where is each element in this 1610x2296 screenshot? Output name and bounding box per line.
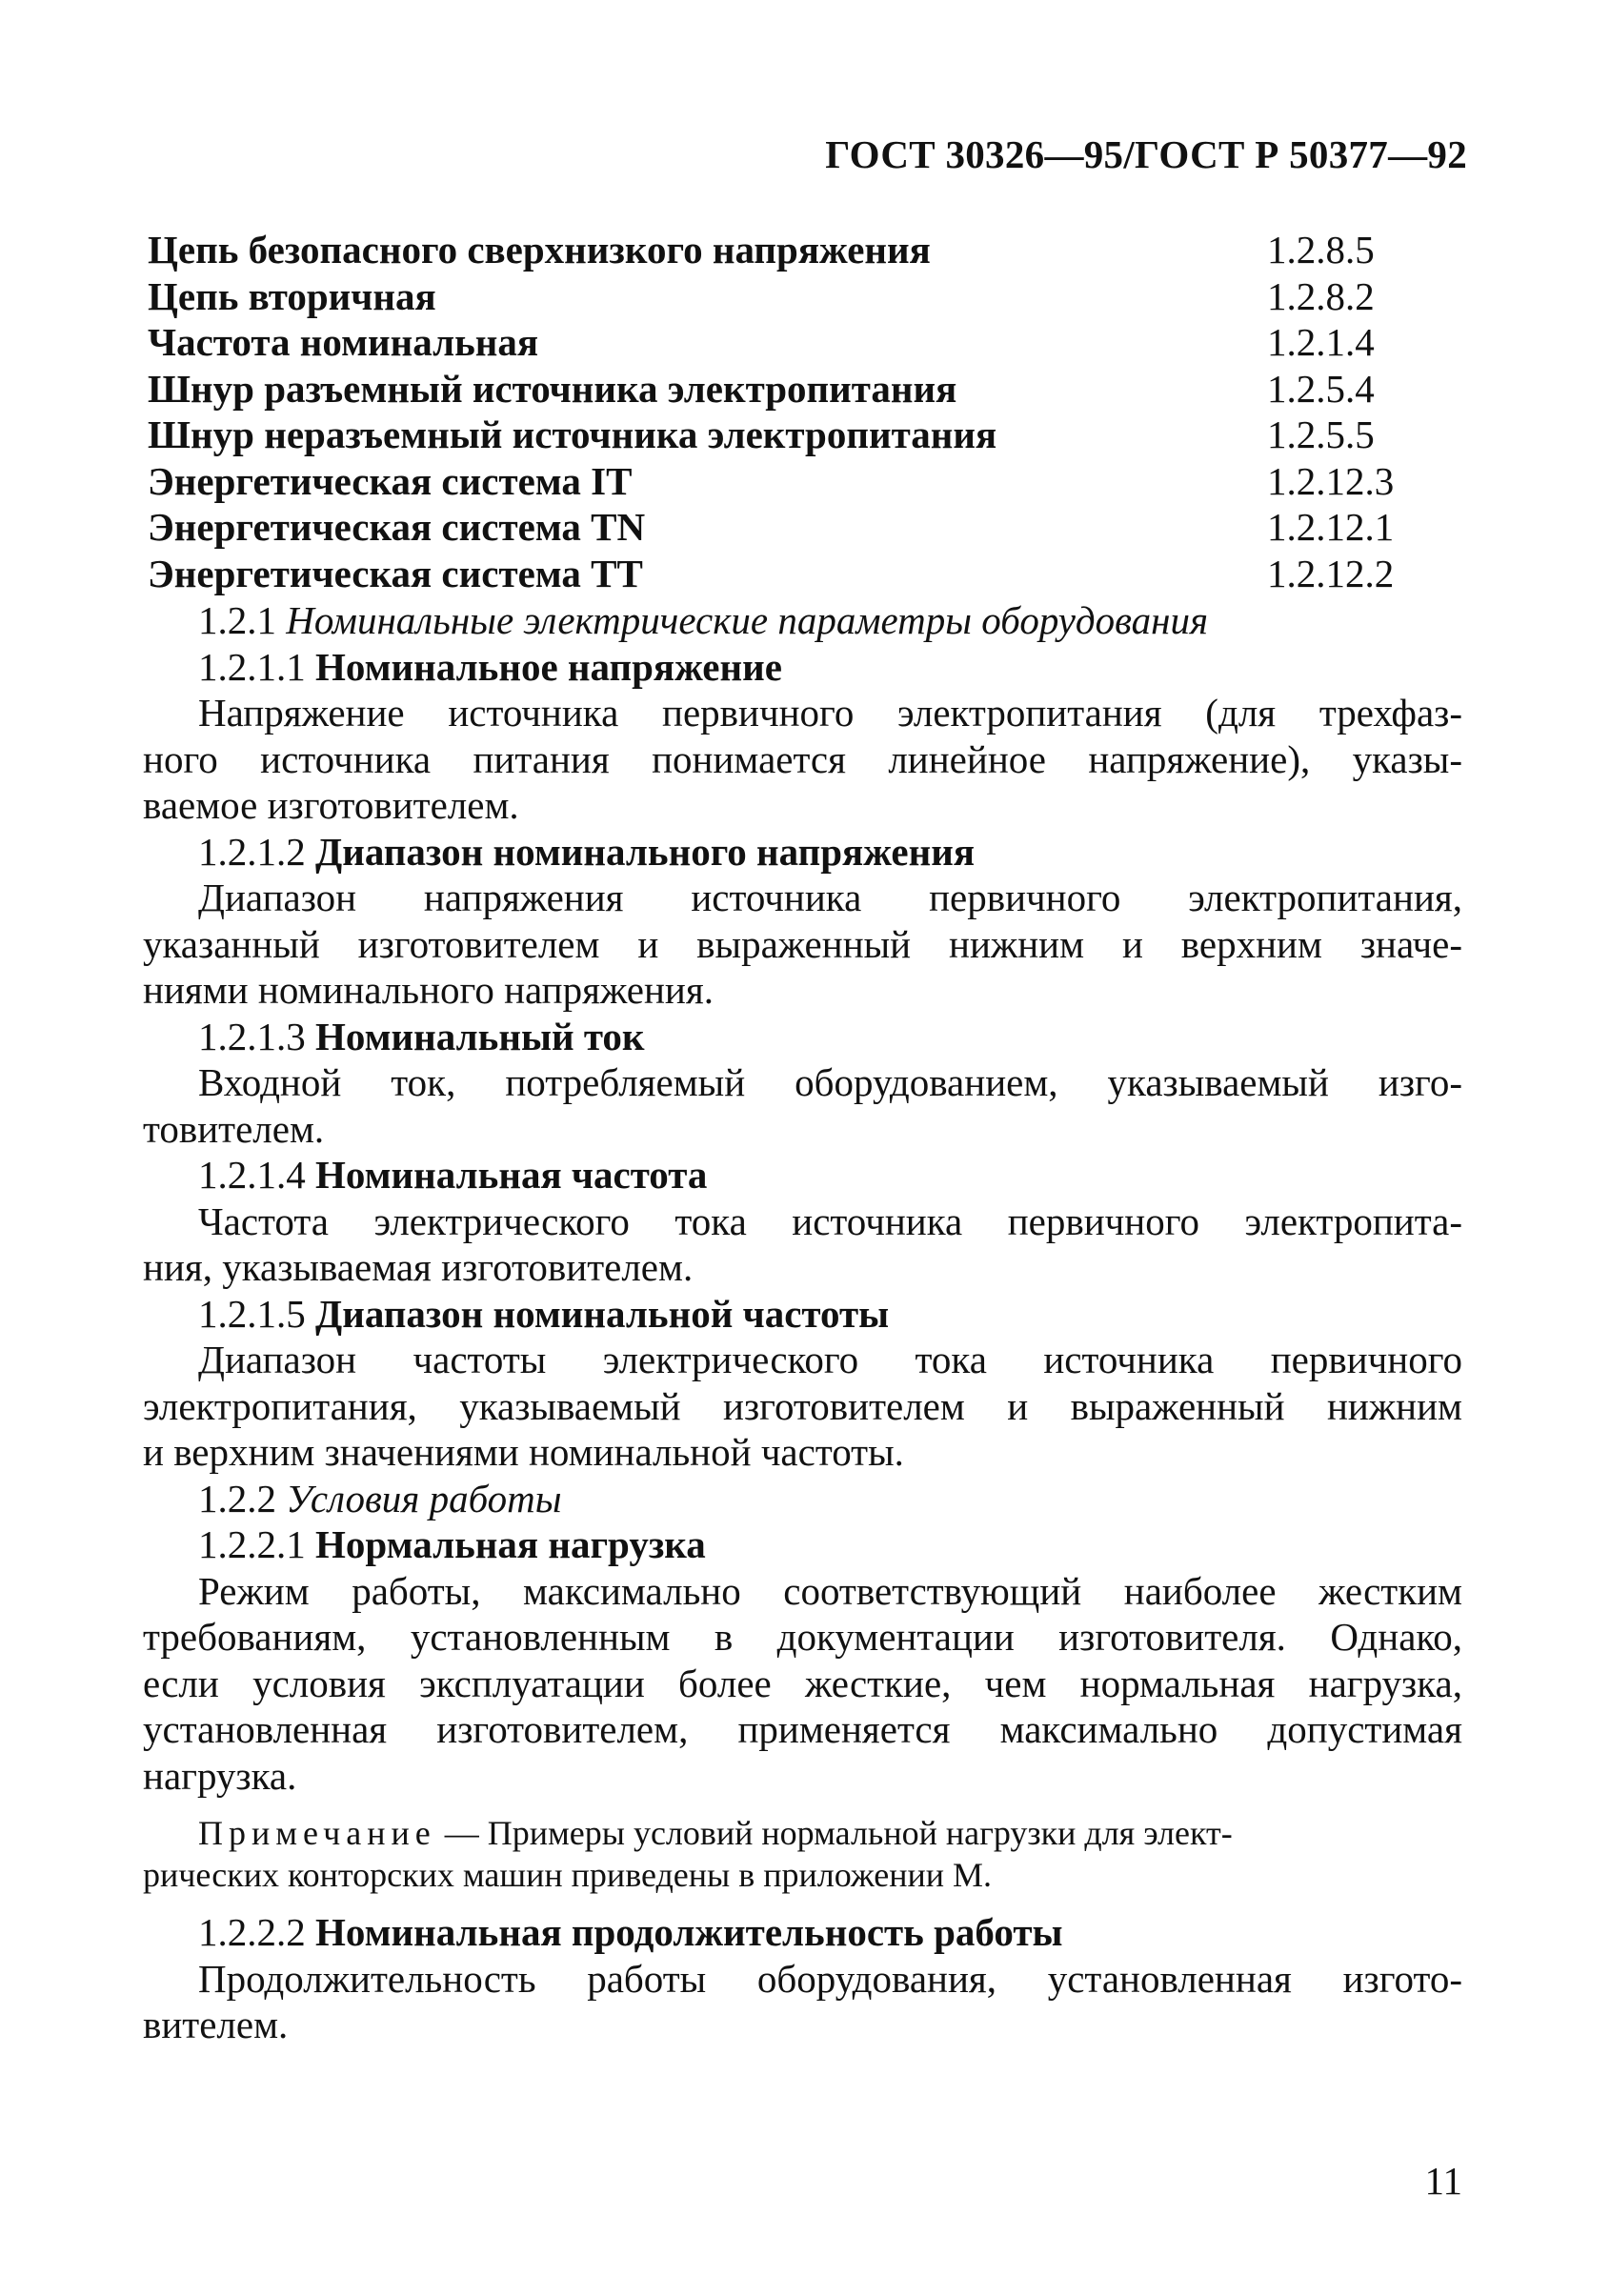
index-term: Энергетическая система TN [148, 505, 646, 549]
paragraph-line: товителем. [143, 1106, 325, 1151]
paragraph-line: установленная изготовителем, применяется максимально допустимая [143, 1707, 1462, 1751]
paragraph-line: Входной ток, потребляемый оборудованием, указываемый изго- [198, 1060, 1462, 1104]
term-index [148, 227, 1439, 596]
subsection-title: Номинальный ток [315, 1014, 645, 1058]
index-term: Энергетическая система IT [148, 458, 633, 503]
index-entry [148, 227, 1439, 273]
subsection-number: 1.2.1.2 [198, 829, 306, 874]
index-entry [148, 458, 1439, 505]
note-label: Примечание [198, 1814, 436, 1852]
subsection-title: Номинальная продолжительность работы [315, 1910, 1063, 1954]
subsection-heading [143, 1014, 1462, 1060]
index-ref: 1.2.8.2 [1267, 273, 1375, 318]
paragraph-line: ния, указываемая изготовителем. [143, 1245, 694, 1289]
paragraph-line: Частота электрического тока источника первичного электропита- [198, 1198, 1462, 1243]
index-term: Цепь вторичная [148, 273, 436, 318]
subsection-number: 1.2.2.1 [198, 1522, 306, 1566]
paragraph-line: нагрузка. [143, 1753, 297, 1798]
subsection-heading [143, 1291, 1462, 1338]
note-block [143, 1812, 1462, 1896]
index-ref: 1.2.12.1 [1267, 505, 1395, 549]
index-term: Шнур разъемный источника электропитания [148, 366, 957, 411]
paragraph-line: ного источника питания понимается линейное напряжение), указы- [143, 736, 1462, 781]
subsection-number: 1.2.1.1 [198, 644, 306, 689]
spacer [143, 1799, 1462, 1812]
document-body [143, 597, 1462, 2048]
subsection-number: 1.2.1.5 [198, 1291, 306, 1336]
subsection-heading [143, 1152, 1462, 1198]
subsection-title: Диапазон номинального напряжения [315, 829, 976, 874]
paragraph-line: Диапазон напряжения источника первичного электропитания, [198, 876, 1462, 919]
section-heading [143, 1476, 1462, 1522]
index-entry [148, 366, 1439, 413]
index-ref: 1.2.12.3 [1267, 458, 1395, 503]
paragraph-line: Режим работы, максимально соответствующий наиболее жестким [198, 1568, 1462, 1613]
index-term: Частота номинальная [148, 320, 539, 364]
section-number: 1.2.1 [198, 598, 276, 642]
subsection-number: 1.2.1.3 [198, 1014, 306, 1058]
section-number: 1.2.2 [198, 1476, 276, 1521]
index-ref: 1.2.5.5 [1267, 413, 1375, 456]
index-entry [148, 551, 1439, 597]
index-entry [148, 504, 1439, 551]
page-number: 11 [1424, 2159, 1462, 2203]
subsection-heading [143, 1909, 1462, 1956]
subsection-title: Нормальная нагрузка [315, 1522, 706, 1566]
index-ref: 1.2.1.4 [1267, 320, 1375, 364]
index-ref: 1.2.12.2 [1267, 551, 1395, 595]
paragraph-line: ваемое изготовителем. [143, 783, 519, 827]
subsection-number: 1.2.2.2 [198, 1910, 306, 1954]
index-entry [148, 319, 1439, 366]
paragraph-line: если условия эксплуатации более жесткие, чем нормальная нагрузка, [143, 1661, 1462, 1705]
paragraph-line: Диапазон частоты электрического тока источника первичного [198, 1338, 1462, 1381]
section-title: Условия работы [286, 1476, 562, 1521]
paragraph-line: Напряжение источника первичного электропитания (для трехфаз- [198, 691, 1462, 735]
index-entry [148, 412, 1439, 458]
paragraph-line: требованиям, установленным в документации изготовителя. Однако, [143, 1615, 1462, 1659]
index-term: Цепь безопасного сверхнизкого напряжения [148, 228, 931, 272]
index-term: Шнур неразъемный источника электропитания [148, 413, 997, 456]
index-ref: 1.2.5.4 [1267, 366, 1375, 411]
index-term: Энергетическая система TT [148, 551, 643, 595]
section-heading [143, 597, 1462, 644]
paragraph-line: указанный изготовителем и выраженный нижним и верхним значе- [143, 921, 1462, 966]
subsection-title: Диапазон номинальной частоты [315, 1291, 890, 1336]
note-line: рических конторских машин приведены в приложении М. [143, 1856, 993, 1894]
section-title: Номинальные электрические параметры оборудования [286, 598, 1209, 642]
subsection-title: Номинальное напряжение [315, 644, 782, 689]
subsection-heading [143, 829, 1462, 876]
paragraph-line: ниями номинального напряжения. [143, 968, 714, 1012]
document-code-header: ГОСТ 30326—95/ГОСТ Р 50377—92 [825, 132, 1467, 176]
paragraph-line: и верхним значениями номинальной частоты. [143, 1430, 904, 1474]
note-line [143, 1812, 1462, 1854]
index-entry [148, 273, 1439, 320]
paragraph-line: Продолжительность работы оборудования, установленная изгото- [198, 1956, 1462, 2001]
subsection-heading [143, 644, 1462, 691]
subsection-heading [143, 1521, 1462, 1568]
spacer [143, 1896, 1462, 1909]
index-ref: 1.2.8.5 [1267, 228, 1375, 272]
subsection-number: 1.2.1.4 [198, 1153, 306, 1197]
paragraph-line: вителем. [143, 2003, 289, 2046]
subsection-title: Номинальная частота [315, 1153, 708, 1197]
note-text: — Примеры условий нормальной нагрузки для элект- [435, 1814, 1233, 1852]
paragraph-line: электропитания, указываемый изготовителем и выраженный нижним [143, 1383, 1462, 1428]
